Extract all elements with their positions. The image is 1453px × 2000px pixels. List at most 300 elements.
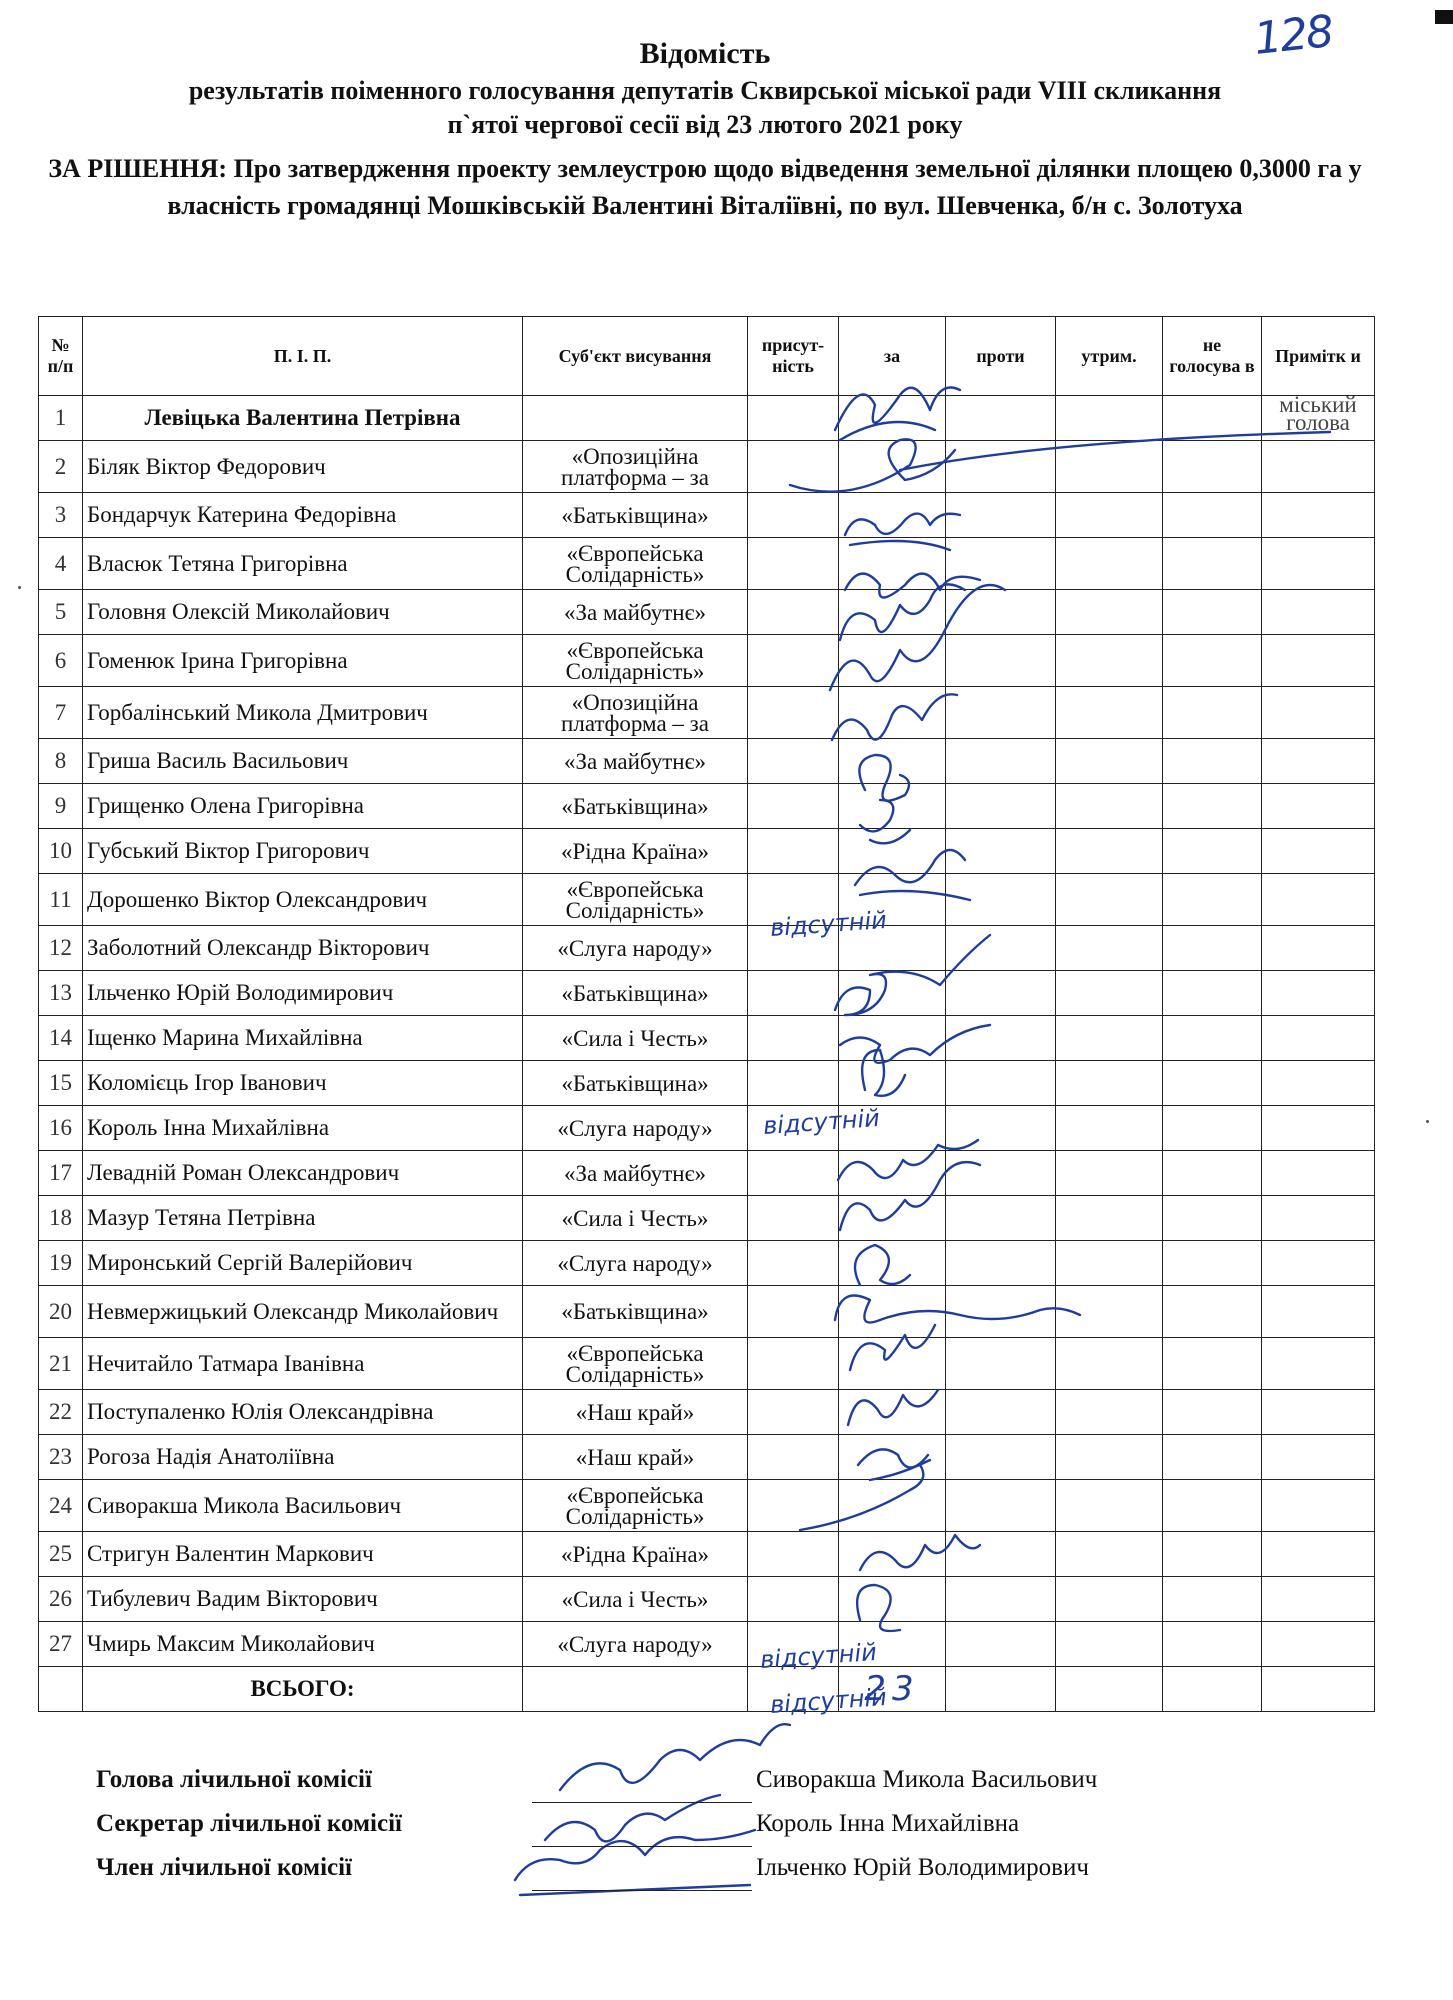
deputy-faction: «Рідна Країна» [523,829,748,874]
deputy-faction: «Батьківщина» [523,1061,748,1106]
deputy-name: Сиворакша Микола Васильович [83,1480,523,1532]
vote-abstain-cell [1056,1061,1163,1106]
presence-cell [748,441,839,493]
deputy-faction: «Європейська Солідарність» [523,538,748,590]
vote-abstain-cell [1056,1338,1163,1390]
vote-abstain-cell [1056,1480,1163,1532]
deputy-name: Мазур Тетяна Петрівна [83,1196,523,1241]
table-row [39,1241,1375,1286]
col-header-presence: присут-ність [748,317,839,396]
member-role: Член лічильної комісії [96,1854,353,1881]
table-row [39,635,1375,687]
table-header-row [39,317,1375,396]
deputy-faction: «За майбутнє» [523,739,748,784]
vote-against-cell [946,971,1056,1016]
note-cell [1262,441,1375,493]
table-row [39,971,1375,1016]
table-row [39,1151,1375,1196]
note-cell [1262,1196,1375,1241]
deputy-name: Стригун Валентин Маркович [83,1532,523,1577]
vote-for-cell [839,1196,946,1241]
not-voted-cell [1163,1151,1262,1196]
deputy-name: Власюк Тетяна Григорівна [83,538,523,590]
vote-for-cell [839,971,946,1016]
vote-abstain-cell [1056,1196,1163,1241]
vote-against-cell [946,1532,1056,1577]
vote-abstain-cell [1056,829,1163,874]
vote-against-cell [946,1435,1056,1480]
vote-for-cell [839,784,946,829]
row-number: 16 [39,1106,83,1151]
not-voted-cell [1163,538,1262,590]
vote-for-cell [839,1286,946,1338]
vote-abstain-cell [1056,538,1163,590]
deputy-name: Чмирь Максим Миколайович [83,1622,523,1667]
vote-against-cell [946,829,1056,874]
not-voted-cell [1163,1577,1262,1622]
vote-against-cell [946,1241,1056,1286]
vote-against-cell [946,493,1056,538]
document-subtitle: результатів поіменного голосування депутатів Сквирської міської ради VIII скликання [188,76,1222,105]
document-title: Відомість [639,37,771,70]
row-number: 5 [39,590,83,635]
not-voted-cell [1163,1061,1262,1106]
chair-name: Сиворакша Микола Васильович [756,1766,1098,1793]
vote-abstain-cell [1056,1435,1163,1480]
note-cell: міський голова [1262,396,1375,441]
presence-cell [748,784,839,829]
presence-cell [748,1390,839,1435]
row-number: 6 [39,635,83,687]
vote-table [38,316,1375,1712]
deputy-name: Король Інна Михайлівна [83,1106,523,1151]
vote-for-cell [839,538,946,590]
vote-against-cell [946,538,1056,590]
presence-cell [748,739,839,784]
presence-cell [748,538,839,590]
note-cell [1262,1577,1375,1622]
vote-abstain-cell [1056,493,1163,538]
vote-abstain-cell [1056,1577,1163,1622]
row-number: 1 [39,396,83,441]
row-number: 18 [39,1196,83,1241]
total-empty-cell [1262,1667,1375,1712]
row-number: 15 [39,1061,83,1106]
vote-abstain-cell [1056,874,1163,926]
vote-abstain-cell [1056,590,1163,635]
vote-abstain-cell [1056,1151,1163,1196]
row-number: 22 [39,1390,83,1435]
presence-cell [748,1532,839,1577]
vote-for-cell [839,829,946,874]
vote-abstain-cell [1056,1390,1163,1435]
deputy-name: Левіцька Валентина Петрівна [83,396,523,441]
vote-against-cell [946,784,1056,829]
note-cell [1262,1338,1375,1390]
row-number: 27 [39,1622,83,1667]
not-voted-cell [1163,493,1262,538]
table-row [39,396,1375,441]
deputy-name: Горбалінський Микола Дмитрович [83,687,523,739]
vote-for-cell [839,1241,946,1286]
table-row [39,874,1375,926]
row-number: 23 [39,1435,83,1480]
footer-row-chair [96,1766,1296,1810]
row-number: 3 [39,493,83,538]
deputy-faction: «За майбутнє» [523,590,748,635]
table-row [39,926,1375,971]
vote-for-cell [839,396,946,441]
not-voted-cell [1163,590,1262,635]
deputy-name: Біляк Віктор Федорович [83,441,523,493]
vote-against-cell [946,1151,1056,1196]
note-cell [1262,829,1375,874]
col-header-for: за [839,317,946,396]
not-voted-cell [1163,1390,1262,1435]
col-header-number: № п/п [39,317,83,396]
vote-for-cell [839,687,946,739]
chair-role: Голова лічильної комісії [96,1766,372,1793]
row-number: 10 [39,829,83,874]
vote-abstain-cell [1056,1532,1163,1577]
deputy-faction [523,396,748,441]
session-line: п`ятої чергової сесії від 23 лютого 2021 року [447,110,963,139]
counting-commission [96,1766,1296,1898]
vote-for-cell [839,1480,946,1532]
note-cell [1262,1622,1375,1667]
vote-for-cell [839,1532,946,1577]
deputy-faction: «Слуга народу» [523,926,748,971]
note-cell [1262,493,1375,538]
deputy-faction: «Опозиційна платформа – за [523,441,748,493]
absent-mark-row-26: відсутній [759,1637,878,1675]
table-row [39,739,1375,784]
presence-cell [748,1338,839,1390]
deputy-faction: «Європейська Солідарність» [523,874,748,926]
deputy-name: Бондарчук Катерина Федорівна [83,493,523,538]
vote-for-cell [839,1061,946,1106]
vote-abstain-cell [1056,396,1163,441]
vote-for-cell [839,441,946,493]
not-voted-cell [1163,1338,1262,1390]
note-cell [1262,971,1375,1016]
vote-against-cell [946,1577,1056,1622]
note-cell [1262,1106,1375,1151]
vote-against-cell [946,1106,1056,1151]
vote-for-cell [839,1577,946,1622]
not-voted-cell [1163,829,1262,874]
not-voted-cell [1163,1286,1262,1338]
deputy-name: Іщенко Марина Михайлівна [83,1016,523,1061]
secretary-name: Король Інна Михайлівна [756,1810,1020,1837]
presence-cell [748,1435,839,1480]
row-number: 12 [39,926,83,971]
row-number: 14 [39,1016,83,1061]
note-cell [1262,739,1375,784]
row-number: 26 [39,1577,83,1622]
vote-abstain-cell [1056,1241,1163,1286]
deputy-faction: «Сила і Честь» [523,1016,748,1061]
absent-mark-row-15: відсутній [762,1103,881,1141]
presence-cell [748,971,839,1016]
row-number: 8 [39,739,83,784]
scan-speck [18,586,21,589]
not-voted-cell [1163,1480,1262,1532]
vote-against-cell [946,1338,1056,1390]
presence-cell [748,1016,839,1061]
vote-abstain-cell [1056,739,1163,784]
table-row [39,1061,1375,1106]
not-voted-cell [1163,441,1262,493]
not-voted-cell [1163,874,1262,926]
note-cell [1262,1016,1375,1061]
row-number: 21 [39,1338,83,1390]
table-row [39,441,1375,493]
vote-against-cell [946,874,1056,926]
vote-abstain-cell [1056,441,1163,493]
deputy-name: Нечитайло Татмара Іванівна [83,1338,523,1390]
note-cell [1262,1151,1375,1196]
vote-against-cell [946,635,1056,687]
vote-abstain-cell [1056,1106,1163,1151]
table-row [39,1480,1375,1532]
table-row [39,1390,1375,1435]
page-number: 128 [1251,6,1335,65]
note-cell [1262,687,1375,739]
vote-abstain-cell [1056,1286,1163,1338]
row-number: 2 [39,441,83,493]
note-cell [1262,1286,1375,1338]
deputy-faction: «Опозиційна платформа – за [523,687,748,739]
vote-against-cell [946,926,1056,971]
deputy-faction: «Рідна Країна» [523,1532,748,1577]
total-row [39,1667,1375,1712]
not-voted-cell [1163,1435,1262,1480]
vote-for-cell [839,1151,946,1196]
deputy-faction: «Європейська Солідарність» [523,1338,748,1390]
vote-for-cell [839,1016,946,1061]
note-cell [1262,1061,1375,1106]
table-row [39,493,1375,538]
scan-corner-mark [1435,10,1453,24]
presence-cell [748,1480,839,1532]
table-row [39,687,1375,739]
vote-against-cell [946,396,1056,441]
total-empty-cell [946,1667,1056,1712]
col-header-faction: Суб'єкт висування [523,317,748,396]
vote-against-cell [946,1390,1056,1435]
deputy-name: Ільченко Юрій Володимирович [83,971,523,1016]
vote-against-cell [946,687,1056,739]
document-header [40,34,1370,224]
row-number: 7 [39,687,83,739]
table-row [39,1622,1375,1667]
row-number: 17 [39,1151,83,1196]
decision-text: ЗА РІШЕННЯ: Про затвердження проекту землеустрою щодо відведення земельної ділянки площею 0,3000 га у власність громадянці Мошківській Валентині Віталіївні, по вул. Шевченка, б/н с. Золотуха [48,154,1362,220]
deputy-faction: «Сила і Честь» [523,1577,748,1622]
not-voted-cell [1163,1241,1262,1286]
row-number: 24 [39,1480,83,1532]
not-voted-cell [1163,926,1262,971]
vote-against-cell [946,1622,1056,1667]
table-row [39,784,1375,829]
table-row [39,1196,1375,1241]
not-voted-cell [1163,635,1262,687]
not-voted-cell [1163,1532,1262,1577]
vote-against-cell [946,1061,1056,1106]
note-cell [1262,874,1375,926]
vote-table-body [39,396,1375,1667]
deputy-name: Грищенко Олена Григорівна [83,784,523,829]
table-row [39,1338,1375,1390]
vote-abstain-cell [1056,1622,1163,1667]
col-header-not-voted: не голосува в [1163,317,1262,396]
vote-against-cell [946,1286,1056,1338]
footer-row-secretary [96,1810,1296,1854]
deputy-name: Дорошенко Віктор Олександрович [83,874,523,926]
row-number: 25 [39,1532,83,1577]
vote-abstain-cell [1056,635,1163,687]
note-cell [1262,538,1375,590]
col-header-notes: Примітк и [1262,317,1375,396]
table-row [39,829,1375,874]
presence-cell [748,1196,839,1241]
not-voted-cell [1163,1106,1262,1151]
footer-row-member [96,1854,1296,1898]
total-empty-cell [1163,1667,1262,1712]
deputy-faction: «Слуга народу» [523,1241,748,1286]
vote-for-cell [839,1435,946,1480]
vote-for-cell [839,493,946,538]
vote-for-cell [839,1390,946,1435]
total-empty-cell [1056,1667,1163,1712]
presence-cell [748,396,839,441]
col-header-abstain: утрим. [1056,317,1163,396]
not-voted-cell [1163,971,1262,1016]
deputy-faction: «За майбутнє» [523,1151,748,1196]
deputy-name: Миронський Сергій Валерійович [83,1241,523,1286]
deputy-faction: «Батьківщина» [523,493,748,538]
presence-cell [748,829,839,874]
presence-cell [748,1241,839,1286]
vote-against-cell [946,1016,1056,1061]
absent-mark-row-11: відсутній [769,905,888,943]
absent-mark-row-27: відсутній [769,1682,888,1720]
presence-cell [748,1061,839,1106]
deputy-name: Невмержицький Олександр Миколайович [83,1286,523,1338]
vote-abstain-cell [1056,687,1163,739]
deputy-name: Тибулевич Вадим Вікторович [83,1577,523,1622]
table-row [39,1532,1375,1577]
secretary-role: Секретар лічильної комісії [96,1810,402,1837]
deputy-name: Губський Віктор Григорович [83,829,523,874]
vote-abstain-cell [1056,784,1163,829]
presence-cell [748,1286,839,1338]
deputy-faction: «Батьківщина» [523,971,748,1016]
deputy-name: Рогоза Надія Анатоліївна [83,1435,523,1480]
presence-cell [748,687,839,739]
row-number: 4 [39,538,83,590]
deputy-name: Коломієць Ігор Іванович [83,1061,523,1106]
vote-abstain-cell [1056,926,1163,971]
total-empty-cell [39,1667,83,1712]
row-number: 20 [39,1286,83,1338]
signature-line [532,1802,752,1803]
vote-abstain-cell [1056,971,1163,1016]
row-number: 9 [39,784,83,829]
not-voted-cell [1163,739,1262,784]
note-cell [1262,635,1375,687]
signature-line [532,1846,752,1847]
vote-against-cell [946,590,1056,635]
vote-against-cell [946,441,1056,493]
vote-against-cell [946,1196,1056,1241]
deputy-name: Поступаленко Юлія Олександрівна [83,1390,523,1435]
deputy-faction: «Батьківщина» [523,1286,748,1338]
presence-cell [748,635,839,687]
table-row [39,1435,1375,1480]
deputy-faction: «Наш край» [523,1390,748,1435]
vote-against-cell [946,739,1056,784]
vote-for-cell [839,635,946,687]
deputy-faction: «Наш край» [523,1435,748,1480]
total-label: ВСЬОГО: [83,1667,523,1712]
deputy-faction: «Європейська Солідарність» [523,1480,748,1532]
total-for-value: 23 [864,1669,920,1709]
table-row [39,1016,1375,1061]
not-voted-cell [1163,687,1262,739]
not-voted-cell [1163,1016,1262,1061]
deputy-faction: «Сила і Честь» [523,1196,748,1241]
col-header-name: П. І. П. [83,317,523,396]
member-name: Ільченко Юрій Володимирович [756,1854,1089,1881]
signature-line [532,1890,752,1891]
total-empty-cell [523,1667,748,1712]
not-voted-cell [1163,1622,1262,1667]
row-number: 11 [39,874,83,926]
not-voted-cell [1163,396,1262,441]
scan-speck [1426,1120,1429,1123]
vote-against-cell [946,1480,1056,1532]
row-number: 19 [39,1241,83,1286]
deputy-name: Левадній Роман Олександрович [83,1151,523,1196]
deputy-name: Гоменюк Ірина Григорівна [83,635,523,687]
not-voted-cell [1163,1196,1262,1241]
note-cell [1262,1480,1375,1532]
presence-cell [748,1577,839,1622]
table-row [39,538,1375,590]
table-row [39,590,1375,635]
presence-cell [748,590,839,635]
note-cell [1262,1390,1375,1435]
note-cell [1262,1435,1375,1480]
not-voted-cell [1163,784,1262,829]
deputy-name: Заболотний Олександр Вікторович [83,926,523,971]
note-cell [1262,926,1375,971]
deputy-faction: «Слуга народу» [523,1106,748,1151]
col-header-against: проти [946,317,1056,396]
vote-for-cell [839,590,946,635]
presence-cell [748,1151,839,1196]
note-cell [1262,1532,1375,1577]
row-number: 13 [39,971,83,1016]
vote-for-cell [839,739,946,784]
vote-for-cell [839,1338,946,1390]
deputy-faction: «Європейська Солідарність» [523,635,748,687]
presence-cell [748,493,839,538]
vote-abstain-cell [1056,1016,1163,1061]
deputy-faction: «Батьківщина» [523,784,748,829]
